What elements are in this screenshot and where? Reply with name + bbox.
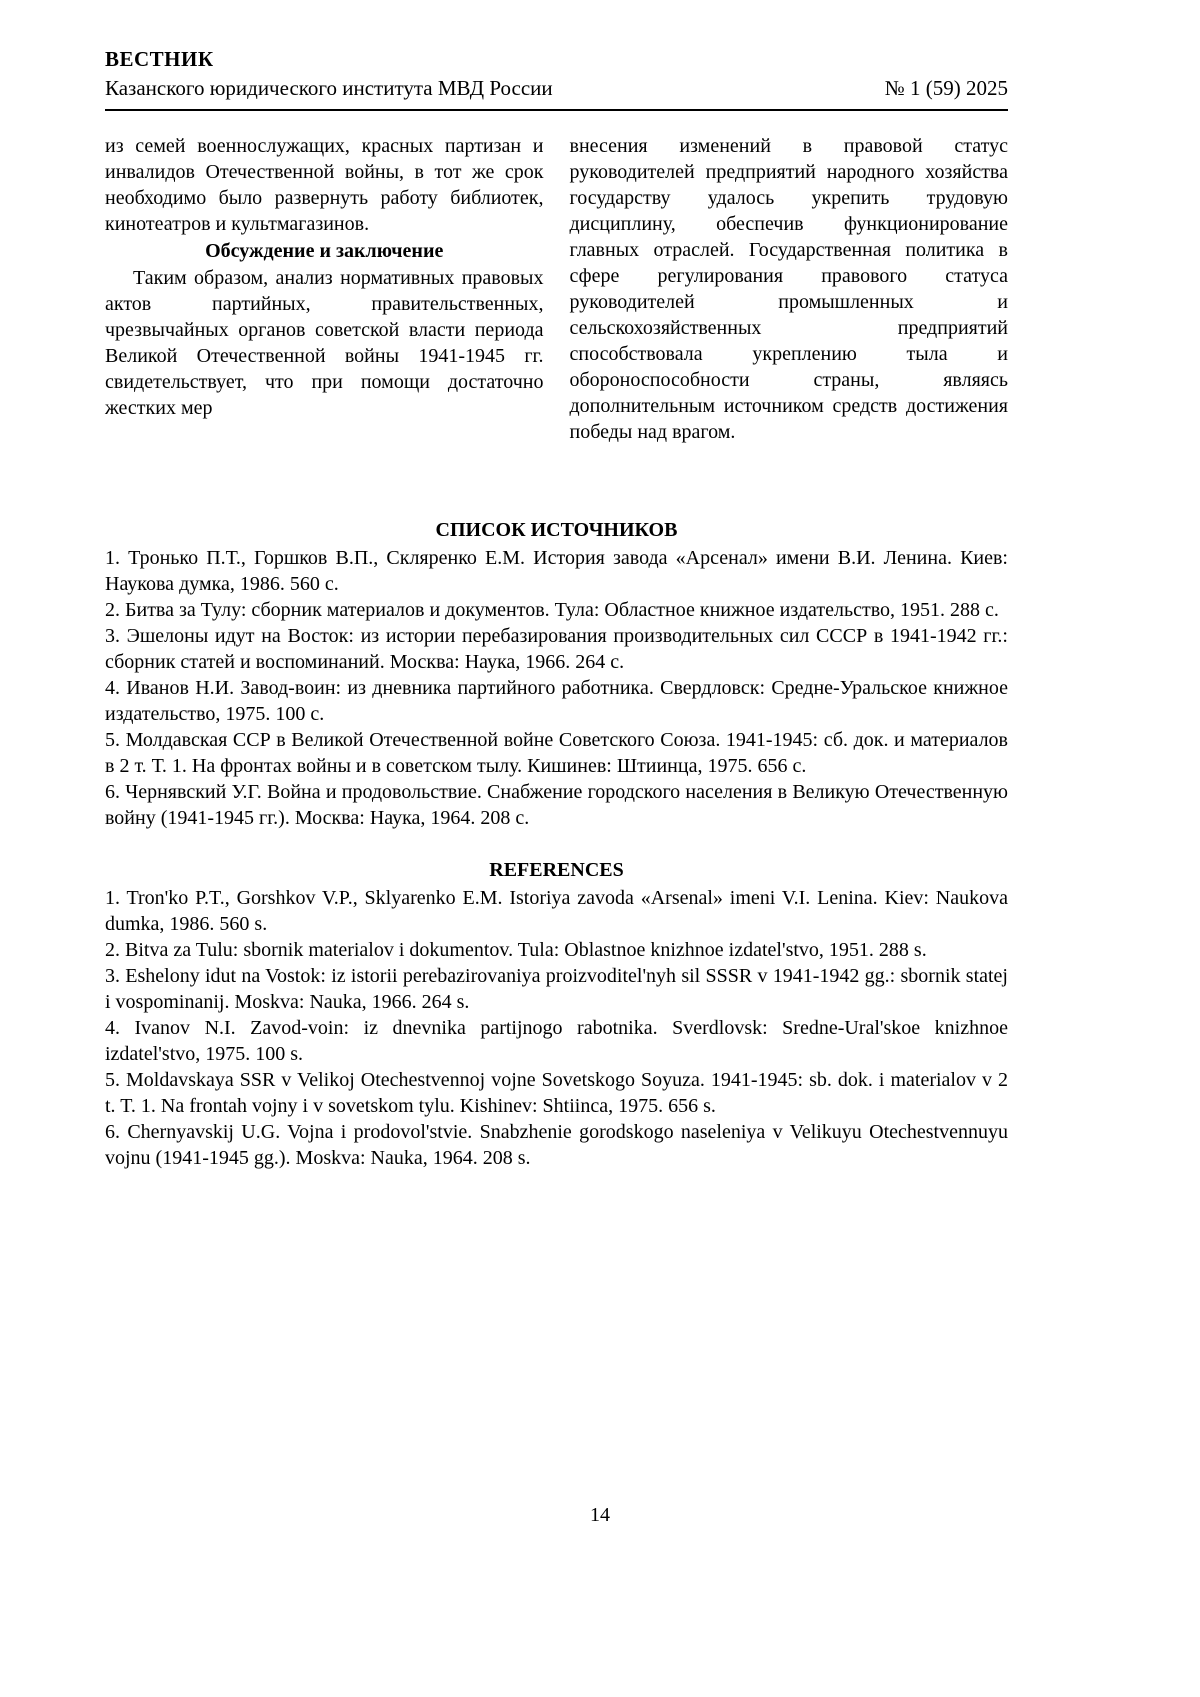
page-footer (0, 1502, 1200, 1528)
source-item: 5. Молдавская ССР в Великой Отечественной войне Советского Союза. 1941-1945: сб. док. и материалов в 2 т. Т. 1. На фронтах войны и в советском тылу. Кишинев: Штиинца, 1975. 656 с. (105, 728, 1008, 777)
reference-item: 3. Eshelony idut na Vostok: iz istorii perebazirovaniya proizvoditel'nyh sil SSSR v 1941-1942 gg.: sbornik statej i vospominanij. Moskva: Nauka, 1966. 264 s. (105, 964, 1008, 1013)
body-paragraph: Таким образом, анализ нормативных правовых актов партийных, правительственных, чрезвычайных органов советской власти периода Великой Отечественной войны 1941-1945 гг. свидетельствует, что при помощи достаточно жестких мер (105, 266, 544, 419)
sources-heading: СПИСОК ИСТОЧНИКОВ (435, 518, 678, 541)
source-item: 2. Битва за Тулу: сборник материалов и документов. Тула: Областное книжное издательство, 1951. 288 с. (105, 598, 999, 621)
page-header (105, 46, 1008, 111)
reference-item: 1. Tron'ko P.T., Gorshkov V.P., Sklyarenko E.M. Istoriya zavoda «Arsenal» imeni V.I. Lenina. Kiev: Naukova dumka, 1986. 560 s. (105, 886, 1008, 935)
journal-subtitle: Казанского юридического института МВД России (105, 76, 553, 101)
left-column (105, 133, 544, 445)
references-heading: REFERENCES (489, 858, 624, 881)
body-paragraph: из семей военнослужащих, красных партизан и инвалидов Отечественной войны, в тот же срок необходимо было развернуть работу библиотек, кинотеатров и культмагазинов. (105, 134, 544, 235)
body-paragraph: внесения изменений в правовой статус руководителей предприятий народного хозяйства государству удалось укрепить трудовую дисциплину, обеспечив функционирование главных отраслей. Государственная политика в сфере регулирования правового статуса руководителей промышленных и сельскохозяйственных предприятий способствовала укреплению тыла и обороноспособности страны, являясь дополнительным источником средств достижения победы над врагом. (569, 134, 1008, 443)
issue-number: № 1 (59) 2025 (884, 76, 1008, 101)
reference-item: 4. Ivanov N.I. Zavod-voin: iz dnevnika partijnogo rabotnika. Sverdlovsk: Sredne-Ural'skoe knizhnoe izdatel'stvo, 1975. 100 s. (105, 1016, 1008, 1065)
references-section (105, 857, 1008, 1171)
discussion-heading: Обсуждение и заключение (205, 239, 444, 262)
reference-item: 6. Chernyavskij U.G. Vojna i prodovol'stvie. Snabzhenie gorodskogo naseleniya v Velikuyu Otechestvennuyu vojnu (1941-1945 gg.). Moskva: Nauka, 1964. 208 s. (105, 1120, 1008, 1169)
source-item: 6. Чернявский У.Г. Война и продовольствие. Снабжение городского населения в Великую Отечественную войну (1941-1945 гг.). Москва: Наука, 1964. 208 с. (105, 780, 1008, 829)
reference-item: 2. Bitva za Tulu: sbornik materialov i dokumentov. Tula: Oblastnoe knizhnoe izdatel'stvo, 1951. 288 s. (105, 938, 927, 961)
article-body (105, 133, 1008, 445)
source-item: 1. Тронько П.Т., Горшков В.П., Скляренко Е.М. История завода «Арсенал» имени В.И. Ленина. Киев: Наукова думка, 1986. 560 с. (105, 546, 1008, 595)
right-column (570, 133, 1009, 445)
header-row (105, 75, 1008, 102)
source-item: 3. Эшелоны идут на Восток: из истории перебазирования производительных сил СССР в 1941-1942 гг.: сборник статей и воспоминаний. Москва: Наука, 1966. 264 с. (105, 624, 1008, 673)
reference-item: 5. Moldavskaya SSR v Velikoj Otechestvennoj vojne Sovetskogo Soyuza. 1941-1945: sb. dok. i materialov v 2 t. T. 1. Na frontah vojny i v sovetskom tylu. Kishinev: Shtiinca, 1975. 656 s. (105, 1068, 1008, 1117)
page-number: 14 (590, 1504, 610, 1526)
sources-section (105, 517, 1008, 831)
source-item: 4. Иванов Н.И. Завод-воин: из дневника партийного работника. Свердловск: Средне-Уральское книжное издательство, 1975. 100 с. (105, 676, 1008, 725)
journal-title: ВЕСТНИК (105, 47, 214, 71)
